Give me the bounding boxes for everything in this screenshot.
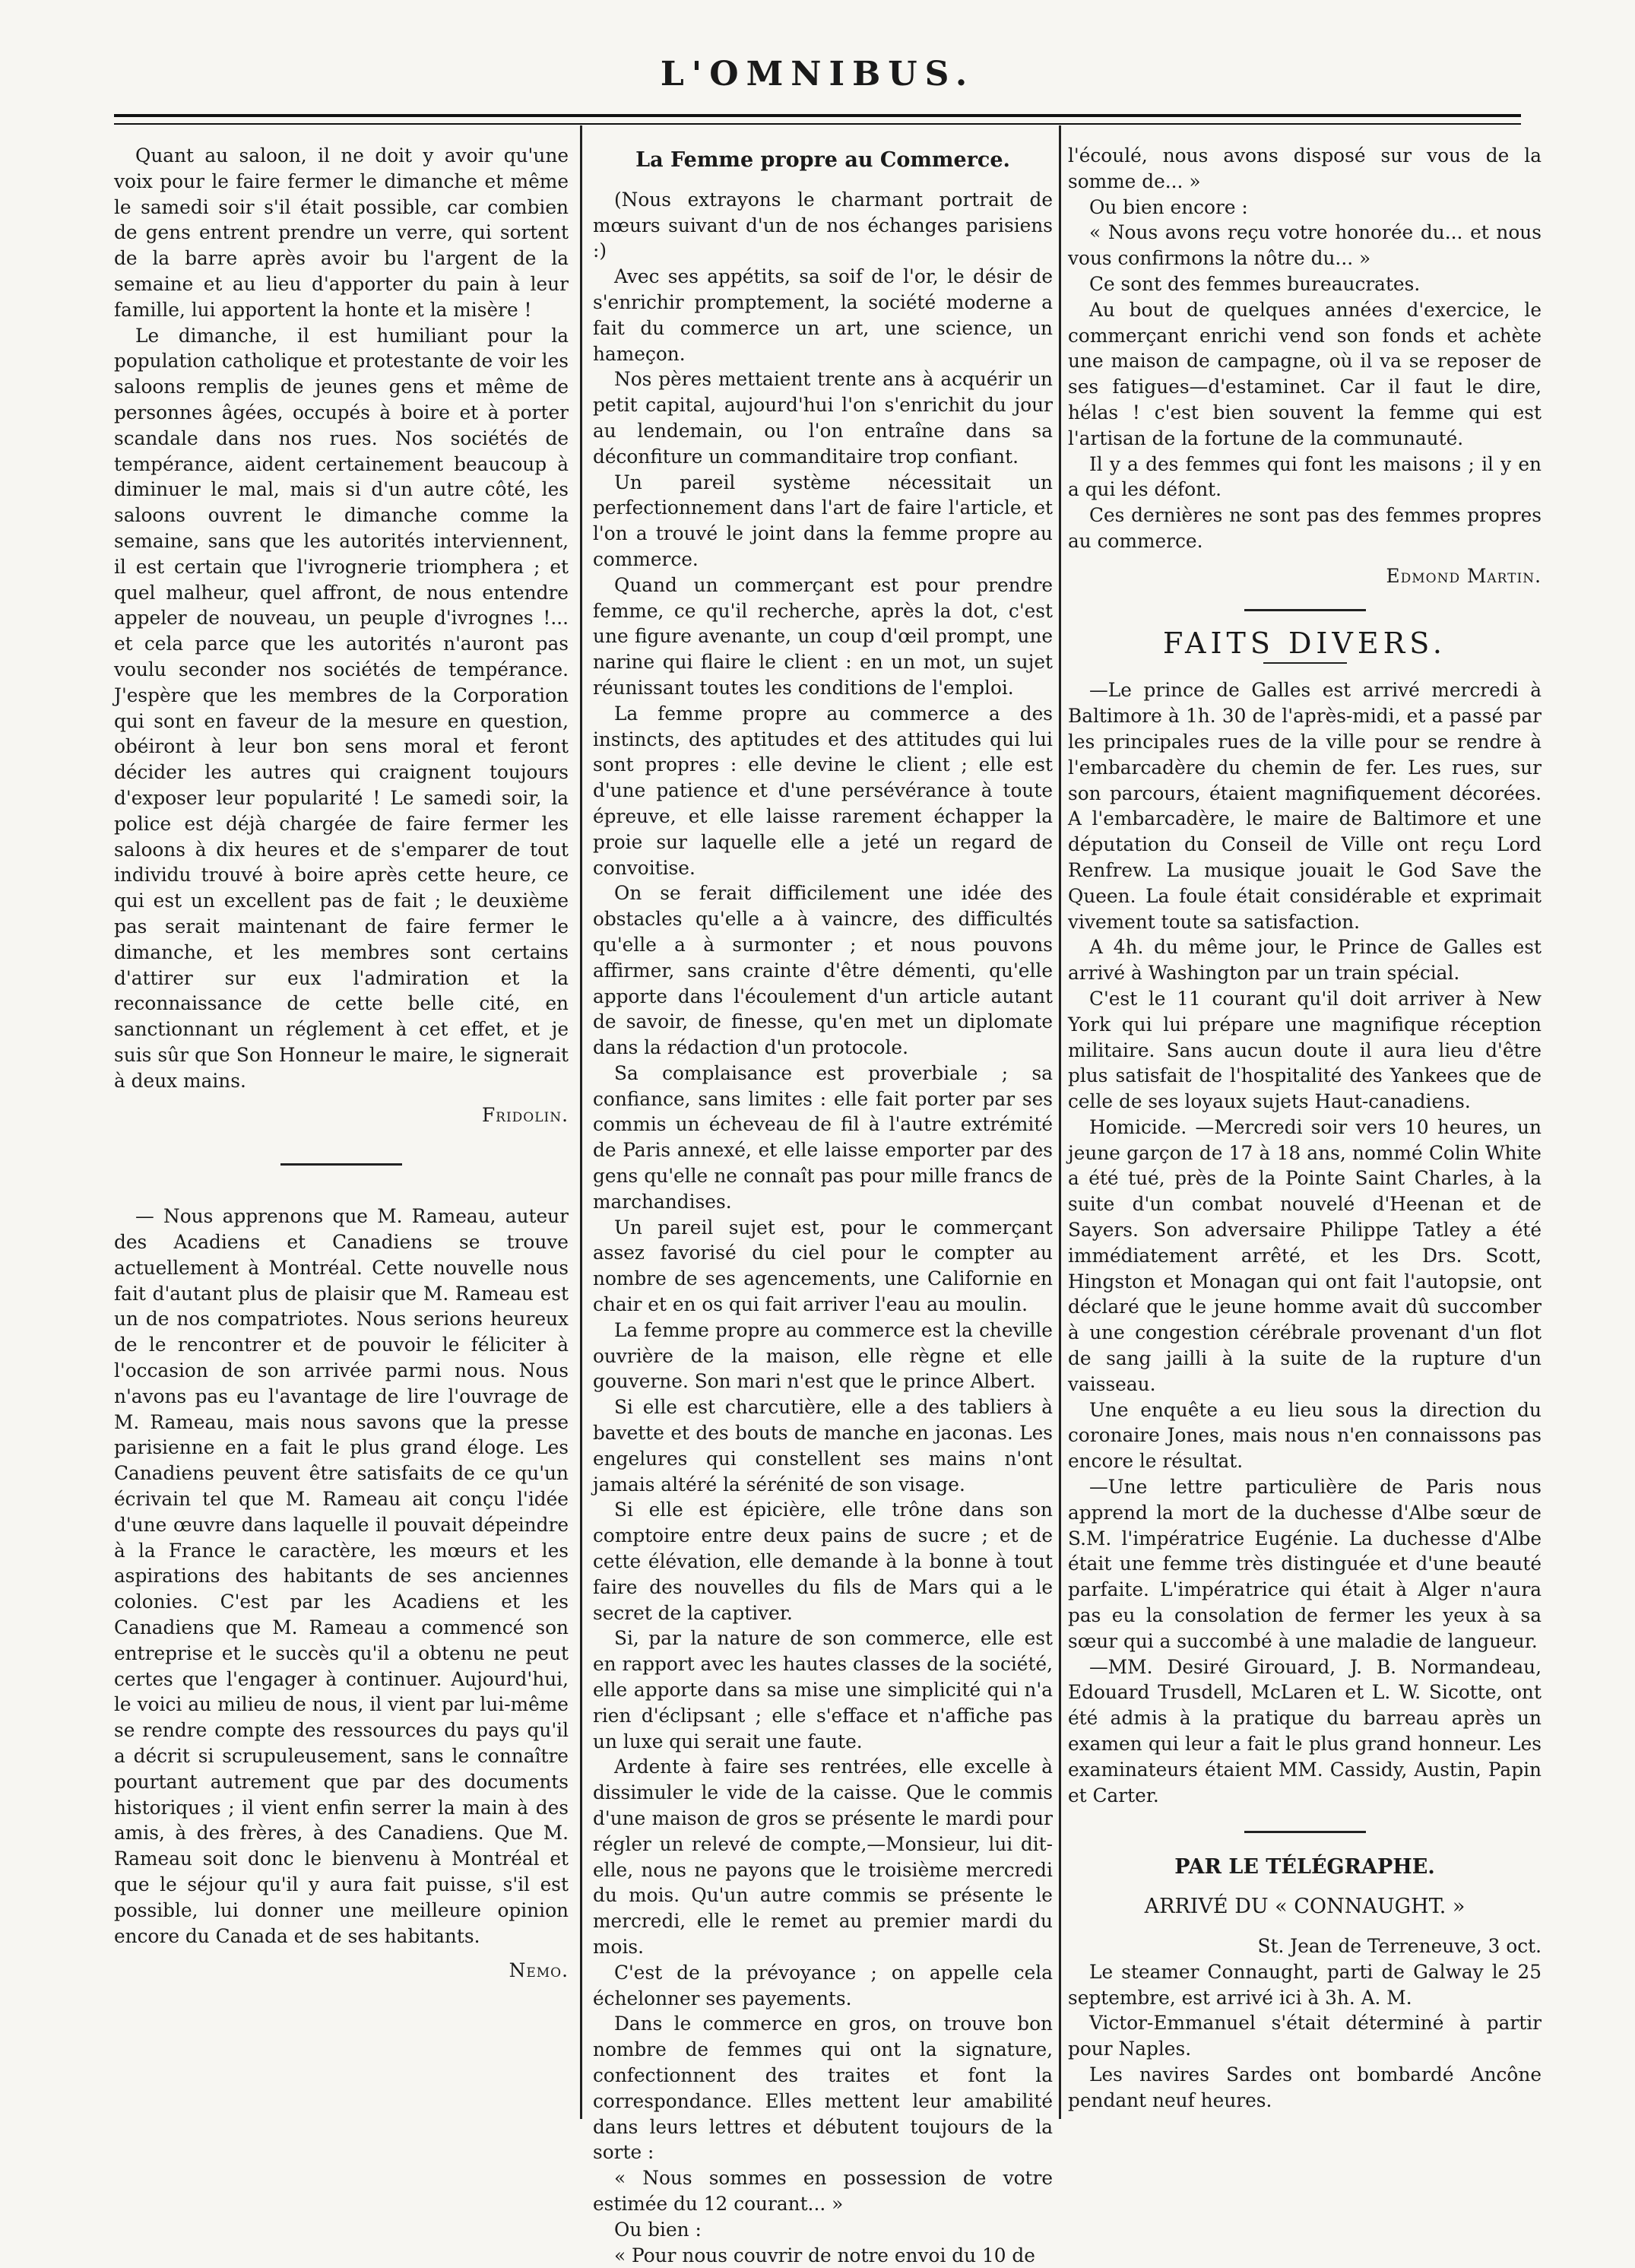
column-3	[1068, 143, 1542, 2114]
paragraph: Si, par la nature de son commerce, elle est en rapport avec les hautes classes de la société, elle apporte dans sa mise une simplicité qui n'a rien d'éclipsant ; elle s'efface et n'affiche pas un luxe qui serait une faute.	[593, 1627, 1053, 1753]
signature: Fridolin.	[481, 1104, 569, 1127]
paragraph: Si elle est charcutière, elle a des tabliers à bavette et des bouts de manche en jaconas. Les engelures qui constellent ses mains n'ont jamais altéré la sérénité de son visage.	[593, 1396, 1053, 1496]
dateline: St. Jean de Terreneuve, 3 oct.	[1257, 1935, 1542, 1957]
column-rule	[580, 125, 582, 2119]
paragraph: Nos pères mettaient trente ans à acquérir un petit capital, aujourd'hui l'on s'enrichit du jour au lendemain, ou l'on entraîne dans sa déconfiture un commanditaire trop confiant.	[593, 368, 1053, 468]
paragraph: Il y a des femmes qui font les maisons ; il y en a qui les défont.	[1068, 452, 1542, 501]
column-rule	[1059, 125, 1061, 2119]
paragraph: Un pareil sujet est, pour le commerçant assez favorisé du ciel pour le compter au nombre de ses agencements, une Californie en chair et en os qui fait arriver l'eau au moulin.	[593, 1216, 1053, 1316]
paragraph: l'écoulé, nous avons disposé sur vous de la somme de... »	[1068, 144, 1542, 192]
divider	[280, 1163, 402, 1166]
section-title: FAITS DIVERS.	[1162, 626, 1446, 660]
paragraph: « Nous sommes en possession de votre estimée du 12 courant... »	[593, 2167, 1053, 2215]
paragraph: Homicide. —Mercredi soir vers 10 heures, un jeune garçon de 17 à 18 ans, nommé Colin White a été tué, près de la Pointe Saint Charles, à la suite d'un combat nouvelé d'Heenan et de Sayers. Son adversaire Philippe Tatley a été immédiatement arrêté, et les Drs. Scott, Hingston et Monagan qui ont fait l'autopsie, ont déclaré que le jeune homme avait dû succomber à une congestion cérébrale provenant d'un flot de sang jailli à la suite de la rupture d'un vaisseau.	[1068, 1115, 1542, 1395]
paragraph: —MM. Desiré Girouard, J. B. Normandeau, Edouard Trusdell, McLaren et L. W. Sicotte, ont été admis à la pratique du barreau après un examen qui leur a fait le plus grand honneur. Les examinateurs étaient MM. Cassidy, Austin, Papin et Carter.	[1068, 1655, 1542, 1806]
signature: Edmond Martin.	[1386, 564, 1542, 587]
paragraph: Le dimanche, il est humiliant pour la population catholique et protestante de voir les saloons remplis de jeunes gens et même de personnes âgées, occupés à boire et à porter scandale dans nos rues. Nos sociétés de tempérance, aident certainement beaucoup à diminuer le mal, mais si d'un autre côté, les saloons ouvrent le dimanche comme la semaine, sans que les autorités interviennent, il est certain que l'ivrognerie triomphera ; et quel malheur, quel affront, de nous entendre appeler de nouveau, un peuple d'ivrognes !... et cela parce que les autorités n'auront pas voulu seconder nos sociétés de tempérance. J'espère que les membres de la Corporation qui sont en faveur de la mesure en question, obéiront à leur bon sens moral et feront décider les autres qui craignent toujours d'exposer leur popularité ! Le samedi soir, la police est déjà chargée de faire fermer les saloons à dix heures et de s'emparer de tout individu trouvé à boire après cette heure, ce qui est un excellent pas de fait ; le deuxième pas serait maintenant de faire fermer le dimanche, et les membres sont certains d'attirer sur eux l'admiration et la reconnaissance de cette belle cité, en sanctionnant un réglement à cet effet, et je suis sûr que Son Honneur le maire, le signerait à deux mains.	[114, 324, 569, 1092]
paragraph: Sa complaisance est proverbiale ; sa confiance, sans limites : elle fait porter par ses commis un écheveau de fil à l'autre extrémité de Paris annexé, et elle laisse emporter par des gens qu'elle ne connaît pas pour mille francs de marchandises.	[593, 1061, 1053, 1213]
paragraph: Ces dernières ne sont pas des femmes propres au commerce.	[1068, 504, 1542, 552]
signature: Nemo.	[509, 1959, 569, 1982]
paragraph: Un pareil système nécessitait un perfectionnement dans l'art de faire l'article, et l'on a trouvé le joint dans la femme propre au commerce.	[593, 471, 1053, 570]
paragraph: Ardente à faire ses rentrées, elle excelle à dissimuler le vide de la caisse. Que le commis d'une maison de gros se présente le mardi pour régler un relevé de compte,—Monsieur, lui dit-elle, nous ne payons que le troisième mercredi du mois. Qu'un autre commis se présente le mercredi, elle le remet au premier mardi du mois.	[593, 1756, 1053, 1958]
column-2	[593, 143, 1053, 2268]
paragraph: La femme propre au commerce a des instincts, des aptitudes et des attitudes qui lui sont propres : elle devine le client ; elle est d'une patience et d'une persévérance à toute épreuve, et elle laisse rarement échapper la proie sur laquelle elle a jeté un regard de convoitise.	[593, 702, 1053, 879]
divider	[1244, 609, 1366, 611]
paragraph: La femme propre au commerce est la cheville ouvrière de la maison, elle règne et elle gouverne. Son mari n'est que le prince Albert.	[593, 1318, 1053, 1393]
paragraph: — Nous apprenons que M. Rameau, auteur des Acadiens et Canadiens se trouve actuellement à Montréal. Cette nouvelle nous fait d'autant plus de plaisir que M. Rameau est un de nos compatriotes. Nous serions heureux de le rencontrer et de pouvoir le féliciter à l'occasion de son arrivée parmi nous. Nous n'avons pas eu l'avantage de lire l'ouvrage de M. Rameau, mais nous savons que la presse parisienne en a fait le plus grand éloge. Les Canadiens peuvent être satisfaits de ce qu'un écrivain tel que M. Rameau ait conçu l'idée d'une œuvre dans laquelle il pouvait dépeindre à la France le caractère, les mœurs et les aspirations des habitants de ses anciennes colonies. C'est par les Acadiens et les Canadiens que M. Rameau a commencé son entreprise et le succès qu'il a obtenu ne peut certes que l'engager à continuer. Aujourd'hui, le voici au milieu de nous, il vient par lui-même se rendre compte des ressources du pays qu'il a décrit si scrupuleusement, sans le connaître pourtant autrement que par des documents historiques ; il vient enfin serrer la main à des amis, à des frères, à des Canadiens. Que M. Rameau soit donc le bienvenu à Montréal et que le séjour qu'il y aura fait puisse, s'il est possible, lui donner une meilleure opinion encore du Canada et de ses habitants.	[114, 1205, 569, 1947]
paragraph: (Nous extrayons le charmant portrait de mœurs suivant d'un de nos échanges parisiens :)	[593, 188, 1053, 262]
paragraph: Victor-Emmanuel s'était déterminé à partir pour Naples.	[1068, 2012, 1542, 2060]
paragraph: Quand un commerçant est pour prendre femme, ce qu'il recherche, après la dot, c'est une figure avenante, un coup d'œil prompt, une narine qui flaire le client : en un mot, un sujet réunissant toutes les conditions de l'emploi.	[593, 573, 1053, 699]
paragraph: —Une lettre particulière de Paris nous apprend la mort de la duchesse d'Albe sœur de S.M. l'impératrice Eugénie. La duchesse d'Albe était une femme très distinguée et d'une beauté parfaite. L'impératrice qui était à Alger n'aura pas eu la consolation de fermer les yeux à sa sœur qui a succombé à une maladie de langueur.	[1068, 1476, 1542, 1652]
paragraph: C'est le 11 courant qu'il doit arriver à New York qui lui prépare une magnifique réception militaire. Sans aucun doute il aura lieu d'être plus satisfait de l'hospitalité des Yankees que de celle de ses loyaux sujets Haut-canadiens.	[1068, 987, 1542, 1113]
masthead: L'OMNIBUS.	[660, 55, 975, 94]
paragraph: Les navires Sardes ont bombardé Ancône pendant neuf heures.	[1068, 2063, 1542, 2111]
paragraph: Si elle est épicière, elle trône dans son comptoire entre deux pains de sucre ; et de cette élévation, elle demande à la bonne à tout faire des nouvelles du fils de Mars qui a le secret de la captiver.	[593, 1499, 1053, 1624]
paragraph: « Nous avons reçu votre honorée du... et nous vous confirmons la nôtre du... »	[1068, 221, 1542, 270]
divider	[1244, 1831, 1366, 1833]
article-title: La Femme propre au Commerce.	[635, 148, 1010, 172]
subsection-title: ARRIVÉ DU « CONNAUGHT. »	[1144, 1895, 1465, 1919]
section-title: PAR LE TÉLÉGRAPHE.	[1174, 1855, 1435, 1879]
paragraph: Au bout de quelques années d'exercice, le commerçant enrichi vend son fonds et achète une maison de campagne, où il va se reposer de ses fatigues—d'estaminet. Car il faut le dire, hélas ! c'est bien souvent la femme qui est l'artisan de la fortune de la communauté.	[1068, 298, 1542, 449]
paragraph: C'est de la prévoyance ; on appelle cela échelonner ses payements.	[593, 1961, 1053, 2009]
paragraph: On se ferait difficilement une idée des obstacles qu'elle a à vaincre, des difficultés qu'elle a à surmonter ; et nous pouvons affirmer, sans crainte d'être démenti, qu'elle apporte dans l'écoulement d'un article autant de savoir, de finesse, qu'en met un diplomate dans la rédaction d'un protocole.	[593, 882, 1053, 1059]
paragraph: Ce sont des femmes bureaucrates.	[1089, 272, 1421, 295]
paragraph: Une enquête a eu lieu sous la direction du coronaire Jones, mais nous n'en connaissons pas encore le résultat.	[1068, 1398, 1542, 1473]
paragraph: A 4h. du même jour, le Prince de Galles est arrivé à Washington par un train spécial.	[1068, 936, 1542, 985]
paragraph: Le steamer Connaught, parti de Galway le 25 septembre, est arrivé ici à 3h. A. M.	[1068, 1960, 1542, 2009]
paragraph: Dans le commerce en gros, on trouve bon nombre de femmes qui ont la signature, confectionnent des traites et font la correspondance. Elles mettent leur amabilité dans leurs lettres et débutent toujours de la sorte :	[593, 2013, 1053, 2164]
paragraph: Avec ses appétits, sa soif de l'or, le désir de s'enrichir promptement, la société moderne a fait du commerce un art, une science, un hameçon.	[593, 265, 1053, 365]
paragraph: —Le prince de Galles est arrivé mercredi à Baltimore à 1h. 30 de l'après-midi, et a passé par les principales rues de la ville pour se rendre à l'embarcadère du chemin de fer. Les rues, sur son parcours, étaient magnifiquement décorées. A l'embarcadère, le maire de Baltimore et une députation du Conseil de Ville ont reçu Lord Renfrew. La musique jouait le God Save the Queen. La foule était considérable et exprimait vivement toute sa satisfaction.	[1068, 679, 1542, 933]
paragraph: « Pour nous couvrir de notre envoi du 10 de	[614, 2244, 1035, 2266]
masthead-rule	[114, 114, 1521, 125]
column-1	[114, 143, 569, 1984]
divider	[1263, 662, 1347, 664]
paragraph: Ou bien encore :	[1089, 195, 1248, 218]
paragraph: Ou bien :	[614, 2218, 702, 2241]
paragraph: Quant au saloon, il ne doit y avoir qu'une voix pour le faire fermer le dimanche et même le samedi soir s'il était possible, car combien de gens entrent prendre un verre, qui sortent de la barre après avoir bu l'argent de la semaine et au lieu d'apporter du pain à leur famille, lui apportent la honte et la misère !	[114, 144, 569, 321]
